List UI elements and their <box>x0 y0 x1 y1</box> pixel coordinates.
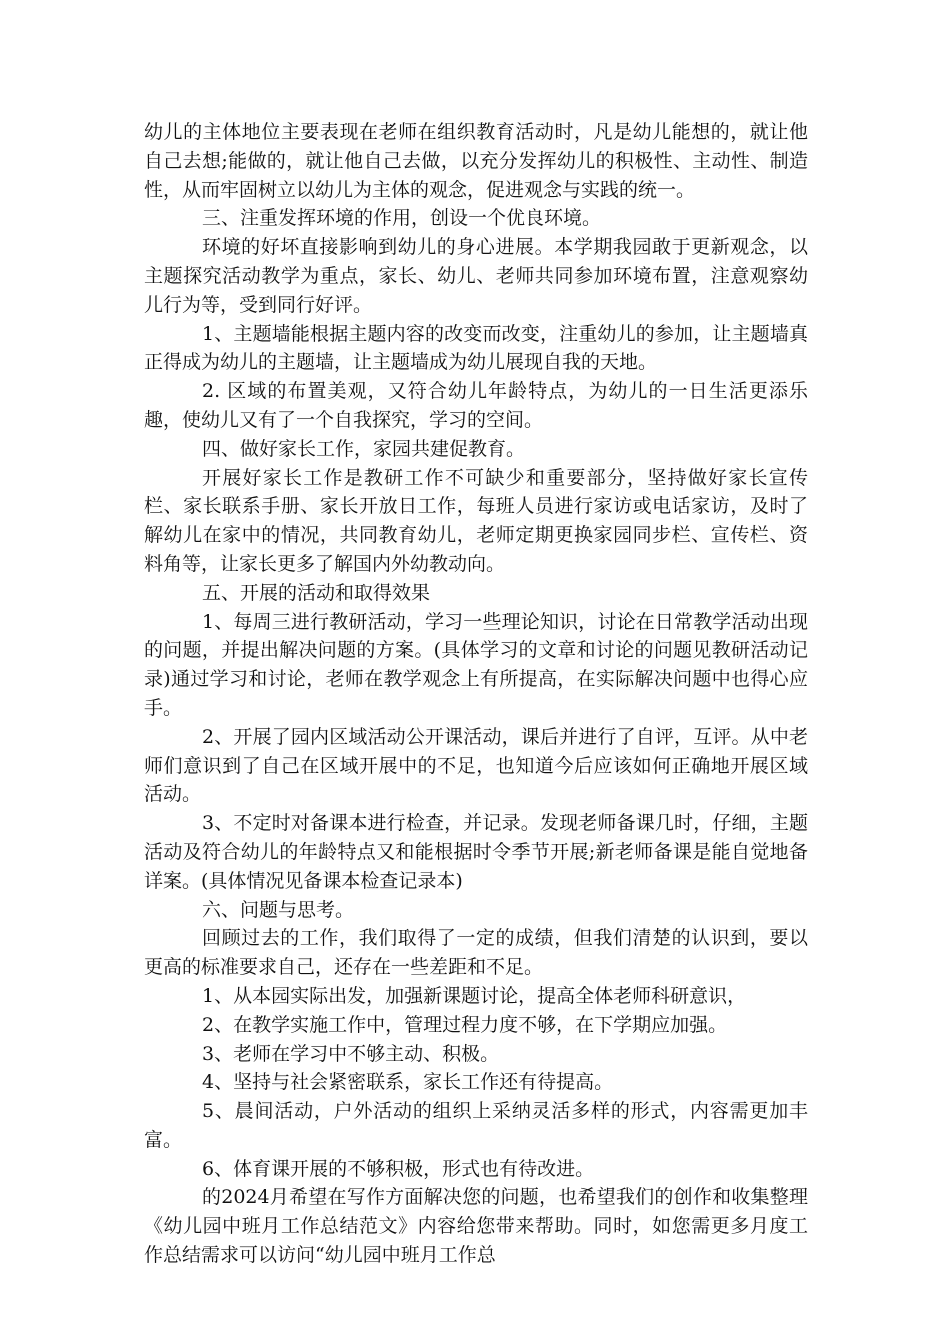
section-heading: 四、做好家长工作，家园共建促教育。 <box>202 437 526 460</box>
list-item: 4、坚持与社会紧密联系，家长工作还有待提高。 <box>202 1071 614 1094</box>
paragraph: 环境的好坏直接影响到幼儿的身心进展。本学期我园敢于更新观念，以主题探究活动教学为重点，家长、幼儿、老师共同参加环境布置，注意观察幼儿行为等，受到同行好评。 <box>144 236 808 316</box>
paragraph: 幼儿的主体地位主要表现在老师在组织教育活动时，凡是幼儿能想的，就让他自己去想;能做的，就让他自己去做，以充分发挥幼儿的积极性、主动性、制造性，从而牢固树立以幼儿为主体的观念，促进观念与实践的统一。 <box>144 121 808 201</box>
list-item: 1、从本园实际出发，加强新课题讨论，提高全体老师科研意识， <box>202 984 747 1007</box>
list-item: 5、晨间活动，户外活动的组织上采纳灵活多样的形式，内容需更加丰富。 <box>144 1100 808 1151</box>
document-body <box>144 118 808 1270</box>
list-item: 2、开展了园内区域活动公开课活动，课后并进行了自评，互评。从中老师们意识到了自己在区域开展中的不足，也知道今后应该如何正确地开展区域活动。 <box>144 725 808 806</box>
section-heading: 五、开展的活动和取得效果 <box>202 581 431 604</box>
list-item: 2. 区域的布置美观，又符合幼儿年龄特点，为幼儿的一日生活更添乐趣，使幼儿又有了一个自我探究，学习的空间。 <box>144 380 808 431</box>
list-item: 6、体育课开展的不够积极，形式也有待改进。 <box>202 1157 595 1180</box>
list-item: 3、不定时对备课本进行检查，并记录。发现老师备课几时，仔细，主题活动及符合幼儿的年龄特点又和能根据时令季节开展;新老师备课是能自觉地备详案。(具体情况见备课本检查记录本) <box>144 812 808 892</box>
section-heading: 三、注重发挥环境的作用，创设一个优良环境。 <box>202 207 602 230</box>
paragraph: 回顾过去的工作，我们取得了一定的成绩，但我们清楚的认识到，要以更高的标准要求自己，还存在一些差距和不足。 <box>144 927 808 979</box>
list-item: 1、主题墙能根据主题内容的改变而改变，注重幼儿的参加，让主题墙真正得成为幼儿的主题墙，让主题墙成为幼儿展现自我的天地。 <box>144 322 808 374</box>
paragraph: 开展好家长工作是教研工作不可缺少和重要部分，坚持做好家长宣传栏、家长联系手册、家长开放日工作，每班人员进行家访或电话家访，及时了解幼儿在家中的情况，共同教育幼儿，老师定期更换家园同步栏、宣传栏、资料角等，让家长更多了解国内外幼教动向。 <box>144 466 808 575</box>
list-item: 1、每周三进行教研活动，学习一些理论知识，讨论在日常教学活动出现的问题，并提出解决问题的方案。(具体学习的文章和讨论的问题见教研活动记录)通过学习和讨论，老师在教学观念上有所提高，在实际解决问题中也得心应手。 <box>144 610 808 719</box>
list-item: 3、老师在学习中不够主动、积极。 <box>202 1042 500 1065</box>
list-item: 2、在教学实施工作中，管理过程力度不够，在下学期应加强。 <box>202 1013 728 1036</box>
section-heading: 六、问题与思考。 <box>202 898 355 921</box>
closing-paragraph: 的2024月希望在写作方面解决您的问题，也希望我们的创作和收集整理《幼儿园中班月工作总结范文》内容给您带来帮助。同时，如您需更多月度工作总结需求可以访问“幼儿园中班月工作总 <box>144 1186 808 1267</box>
